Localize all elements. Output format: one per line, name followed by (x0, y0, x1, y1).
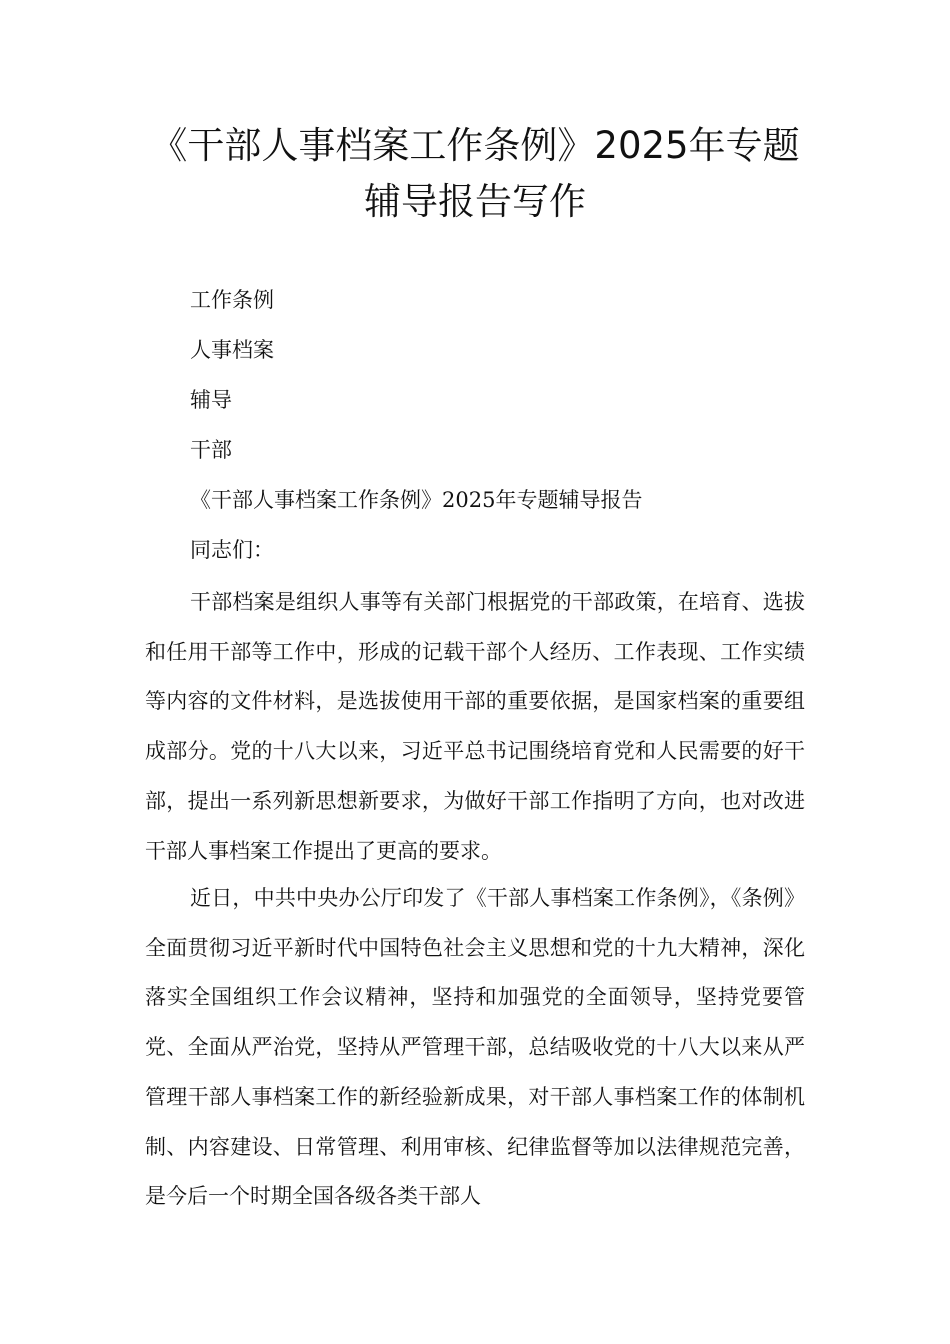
title-line-1: 《干部人事档案工作条例》2025年专题 (150, 124, 800, 167)
paragraph-2: 近日，中共中央办公厅印发了《干部人事档案工作条例》，《条例》全面贯彻习近平新时代中国特色社会主义思想和党的十九大精神，深化落实全国组织工作会议精神，坚持和加强党的全面领导，坚持党要管党、全面从严治党，坚持从严管理干部，总结吸收党的十八大以来从严管理干部人事档案工作的新经验新成果，对干部人事档案工作的体制机制、内容建设、日常管理、利用审核、纪律监督等加以法律规范完善，是今后一个时期全国各级各类干部人 (145, 886, 805, 1209)
document-title (120, 118, 830, 230)
paragraph-1: 干部档案是组织人事等有关部门根据党的干部政策，在培育、选拔和任用干部等工作中，形成的记载干部个人经历、工作表现、工作实绩等内容的文件材料，是选拔使用干部的重要依据，是国家档案的重要组成部分。党的十八大以来，习近平总书记围绕培育党和人民需要的好干部，提出一系列新思想新要求，为做好干部工作指明了方向，也对改进干部人事档案工作提出了更高的要求。 (145, 590, 805, 863)
salutation: 同志们： (190, 538, 274, 562)
keyword-2: 人事档案 (190, 338, 274, 362)
title-line-2: 辅导报告写作 (364, 180, 586, 223)
report-subtitle: 《干部人事档案工作条例》2025年专题辅导报告 (190, 488, 643, 512)
keyword-3: 辅导 (190, 388, 232, 412)
keyword-1: 工作条例 (190, 288, 274, 312)
keyword-4: 干部 (190, 438, 232, 462)
